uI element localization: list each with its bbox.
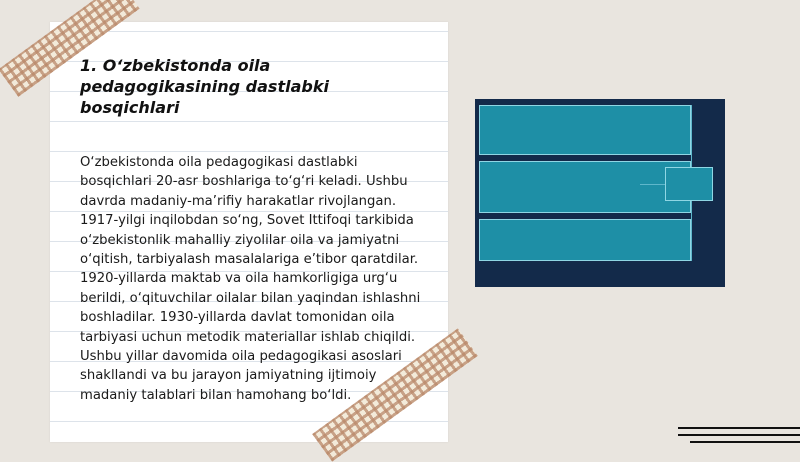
diagram-box-3 [479, 219, 691, 261]
slide-body-text: O‘zbekistonda oila pedagogikasi dastlabki bosqichlari 20-asr boshlariga to‘g‘ri keladi. Ushbu davrda madaniy-ma’rifiy harakatlar rivojlangan. 1917-yilgi inqilobdan so‘ng, Sovet Ittifoqi tarkibida o‘zbekistonlik mahalliy ziyolilar oila va jamiyatni o‘qitish, tarbiyalash masalalariga e’tibor qaratdilar. 1920-yillarda maktab va oila hamkorligiga urg‘u berildi, o‘qituvchilar oilalar bilan yaqindan ishlashni boshladilar. 1930-yillarda davlat tomonidan oila tarbiyasi uchun metodik materiallar ishlab chiqildi. Ushbu yillar davomida oila pedagogikasi asoslari shakllandi va bu jarayon jamiyatning ijtimoiy madaniy talablari bilan hamohang bo‘ldi. [80, 155, 421, 403]
slide-title: 1. O‘zbekistonda oila pedagogikasining dastlabki bosqichlari [80, 56, 329, 117]
decorative-line [678, 427, 800, 429]
diagram-box-1 [479, 105, 691, 155]
diagram-box-2 [479, 161, 691, 213]
decorative-line [678, 434, 800, 436]
embedded-diagram-image [475, 99, 725, 287]
diagram-side-box [665, 167, 713, 201]
decorative-line [690, 441, 800, 443]
diagram-connector-horizontal [640, 184, 665, 185]
